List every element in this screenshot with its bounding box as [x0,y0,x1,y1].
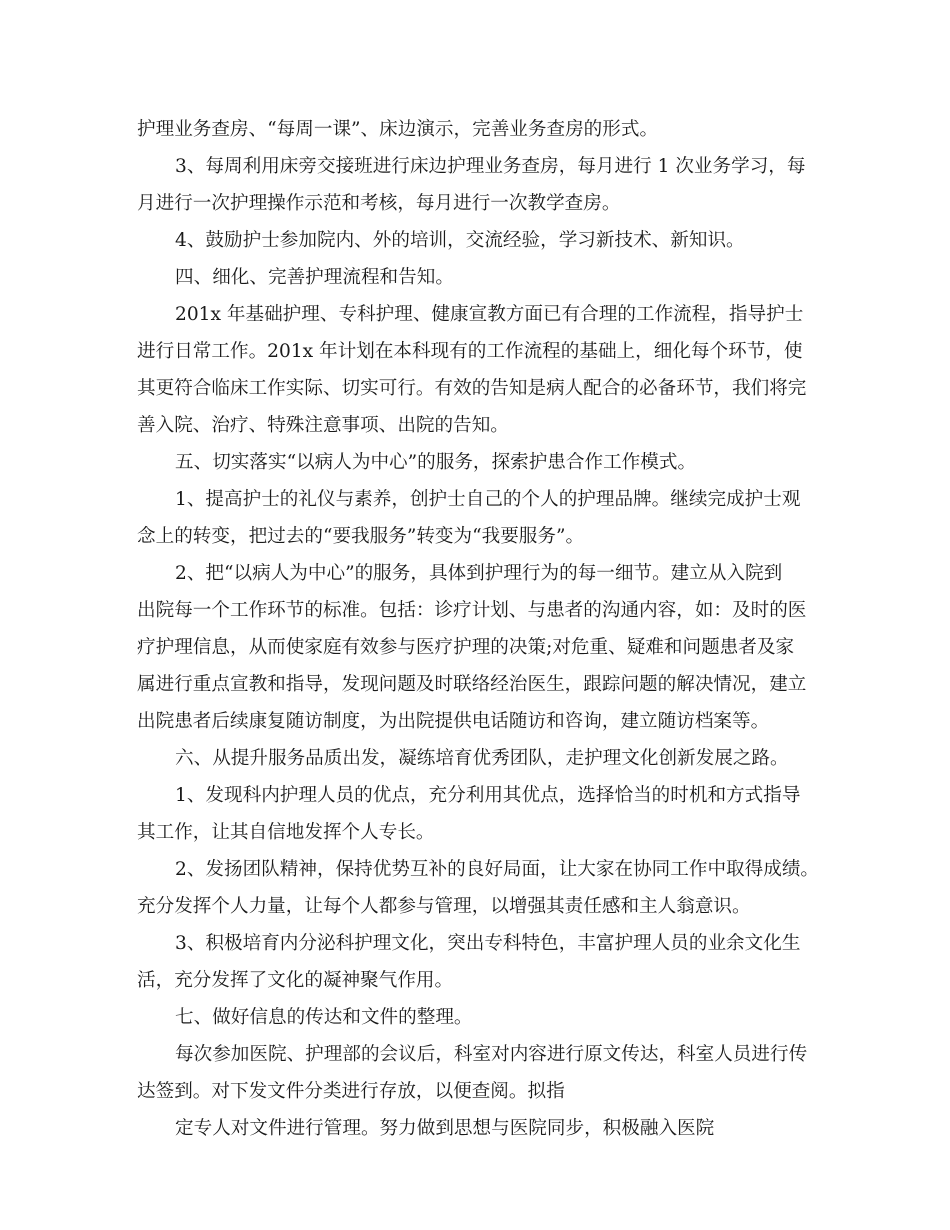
text-line: 其工作，让其自信地发挥个人专长。 [137,822,435,843]
text-line: 善入院、治疗、特殊注意事项、出院的告知。 [137,415,509,436]
text-line: 念上的转变，把过去的“要我服务”转变为“我要服务”。 [137,526,585,547]
text-line: 月进行一次护理操作示范和考核，每月进行一次教学查房。 [137,193,621,214]
text-line: 疗护理信息，从而使家庭有效参与医疗护理的决策;对危重、疑难和问题患者及家 [137,637,795,658]
text-line: 充分发挥个人力量，让每个人都参与管理，以增强其责任感和主人翁意识。 [137,896,751,917]
text-line: 3、积极培育内分泌科护理文化，突出专科特色，丰富护理人员的业余文化生 [175,933,801,954]
text-line: 4、鼓励护士参加院内、外的培训，交流经验，学习新技术、新知识。 [175,230,745,251]
section-heading: 五、切实落实“以病人为中心”的服务，探索护患合作工作模式。 [175,452,697,473]
text-line: 1、发现科内护理人员的优点，充分利用其优点，选择恰当的时机和方式指导 [175,785,801,806]
text-line: 达签到。对下发文件分类进行存放，以便查阅。拟指 [137,1081,565,1102]
section-heading: 六、从提升服务品质出发，凝练培育优秀团队，走护理文化创新发展之路。 [175,748,789,769]
text-line: 每次参加医院、护理部的会议后，科室对内容进行原文传达，科室人员进行传 [175,1044,808,1065]
text-line: 2、发扬团队精神，保持优势互补的良好局面，让大家在协同工作中取得成绩。 [175,859,820,880]
text-line: 进行日常工作。201x 年计划在本科现有的工作流程的基础上，细化每个环节，使 [137,341,803,362]
text-line: 1、提高护士的礼仪与素养，创护士自己的个人的护理品牌。继续完成护士观 [175,489,801,510]
text-line: 活，充分发挥了文化的凝神聚气作用。 [137,970,454,991]
text-line: 201x 年基础护理、专科护理、健康宣教方面已有合理的工作流程，指导护士 [175,304,804,325]
text-line: 出院每一个工作环节的标准。包括：诊疗计划、与患者的沟通内容，如：及时的医 [137,600,807,621]
section-heading: 四、细化、完善护理流程和告知。 [175,267,454,288]
text-line: 属进行重点宣教和指导，发现问题及时联络经治医生，跟踪问题的解决情况，建立 [137,674,807,695]
text-line: 其更符合临床工作实际、切实可行。有效的告知是病人配合的必备环节，我们将完 [137,378,807,399]
text-line: 3、每周利用床旁交接班进行床边护理业务查房，每月进行 1 次业务学习，每 [175,156,806,177]
text-line: 定专人对文件进行管理。努力做到思想与医院同步，积极融入医院 [175,1118,715,1139]
section-heading: 七、做好信息的传达和文件的整理。 [175,1007,473,1028]
text-line: 护理业务查房、“每周一课”、床边演示，完善业务查房的形式。 [137,119,659,140]
text-line: 2、把“以病人为中心”的服务，具体到护理行为的每一细节。建立从入院到 [175,563,783,584]
text-line: 出院患者后续康复随访制度，为出院提供电话随访和咨询，建立随访档案等。 [137,711,770,732]
